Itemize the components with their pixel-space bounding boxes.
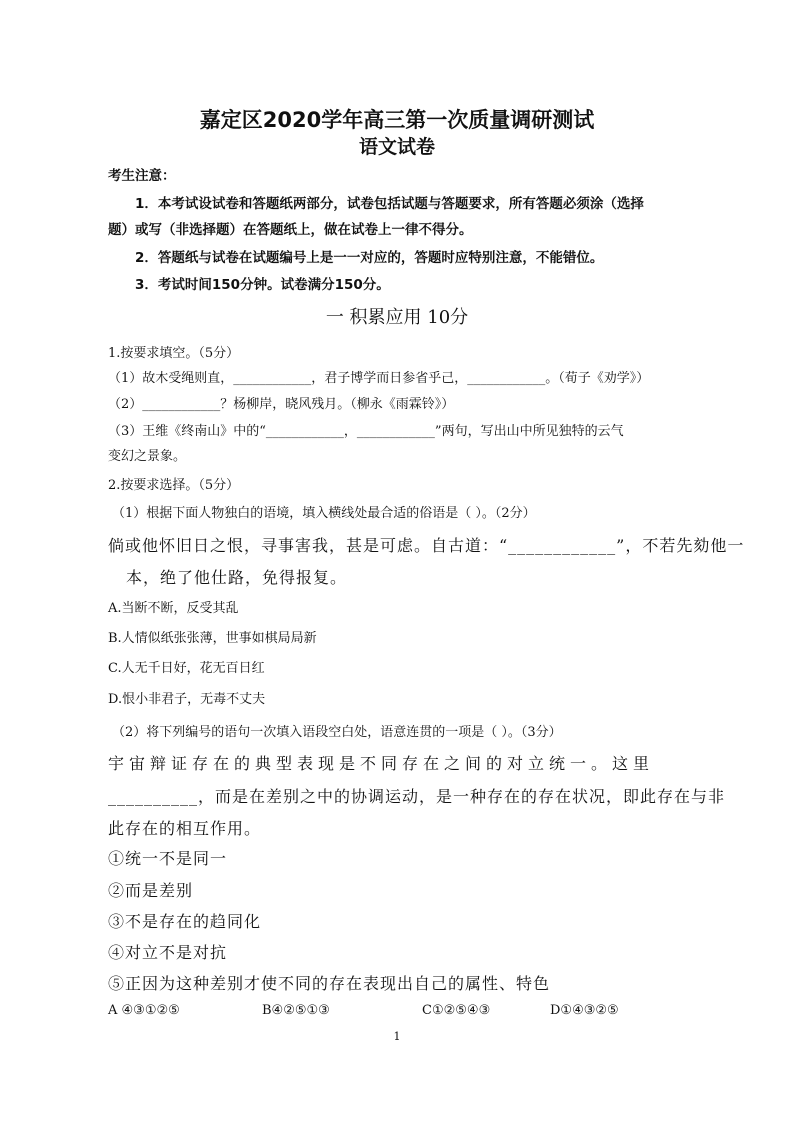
question-1-part-3-line-2: 变幻之景象。 (108, 449, 187, 464)
option-b: B.人情似纸张张薄，世事如棋局局新 (108, 631, 317, 646)
question-2-part-1-stem: （1）根据下面人物独白的语境，填入横线处最合适的俗语是（ ）。（2分） (112, 506, 536, 521)
question-1-stem: 1.按要求填空。（5分） (108, 346, 240, 361)
page-number: 1 (393, 1030, 401, 1043)
question-2-stem: 2.按要求选择。（5分） (108, 478, 240, 493)
answer-option-a: A ④③①②⑤ (108, 1003, 180, 1018)
option-d: D.恨小非君子，无毒不丈夫 (108, 692, 266, 707)
question-2-part-1-text-line-1: 倘或他怀旧日之恨，寻事害我，甚是可虑。自古道：“____________”，不若先劾他一 (108, 536, 745, 555)
answer-option-d: D①④③②⑤ (550, 1003, 619, 1018)
question-1-part-3-line-1: （3）王维《终南山》中的“____________，____________”两句，写出山中所见独特的云气 (108, 424, 624, 439)
question-2-part-2-text-line-3: 此存在的相互作用。 (108, 819, 262, 838)
notice-item-1-line-2: 题）或写（非选择题）在答题纸上，做在试卷上一律不得分。 (108, 222, 473, 238)
answer-option-b: B④②⑤①③ (262, 1003, 330, 1018)
question-2-part-2-text-line-2: __________，而是在差别之中的协调运动，是一种存在的存在状况，即此存在与非 (108, 787, 726, 806)
notice-item-1-line-1: 1．本考试设试卷和答题纸两部分，试卷包括试题与答题要求，所有答题必须涂（选择 (135, 196, 644, 212)
option-c: C.人无千日好，花无百日红 (108, 661, 265, 676)
sentence-item-3: ③不是存在的趋同化 (108, 912, 262, 931)
exam-subtitle: 语文试卷 (358, 136, 435, 158)
sentence-item-1: ①统一不是同一 (108, 849, 228, 868)
sentence-item-5: ⑤正因为这种差别才使不同的存在表现出自己的属性、特色 (108, 974, 551, 993)
question-1-part-1: （1）故木受绳则直，____________，君子博学而日参省乎己，____________。（荀子《劝学》） (108, 371, 650, 386)
notice-item-2: 2．答题纸与试卷在试题编号上是一一对应的，答题时应特别注意，不能错位。 (135, 250, 604, 266)
question-1-part-2: （2）____________？杨柳岸，晓风残月。（柳永《雨霖铃》） (108, 397, 455, 412)
question-2-part-2-text-line-1: 宇宙辩证存在的典型表现是不同存在之间的对立统一。这里 (108, 754, 655, 773)
question-2-part-1-text-line-2: 本，绝了他仕路，免得报复。 (126, 568, 348, 587)
section-title: 一 积累应用 10分 (325, 307, 469, 328)
sentence-item-4: ④对立不是对抗 (108, 943, 228, 962)
question-2-part-2-stem: （2）将下列编号的语句一次填入语段空白处，语意连贯的一项是（ ）。（3分） (112, 725, 562, 740)
notice-heading: 考生注意： (108, 168, 176, 184)
exam-title: 嘉定区2020学年高三第一次质量调研测试 (199, 108, 595, 132)
answer-option-c: C①②⑤④③ (422, 1003, 491, 1018)
sentence-item-2: ②而是差别 (108, 881, 194, 900)
notice-item-3: 3．考试时间150分钟。试卷满分150分。 (135, 277, 390, 293)
option-a: A.当断不断，反受其乱 (108, 601, 239, 616)
